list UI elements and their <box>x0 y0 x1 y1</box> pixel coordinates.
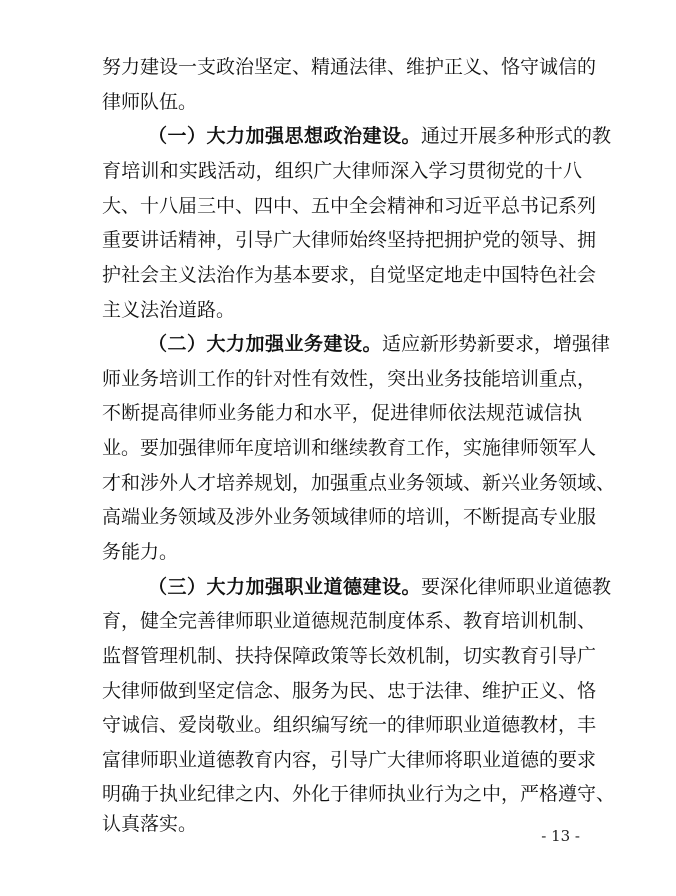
section-1-line-6: 主义法治道路。 <box>102 299 236 321</box>
section-1-line-3: 大、十八届三中、四中、五中全会精神和习近平总书记系列 <box>102 195 597 217</box>
section-2-line-2: 师业务培训工作的针对性有效性，突出业务技能培训重点， <box>102 368 597 390</box>
section-2-line-1: 适应新形势新要求，增强律 <box>382 333 611 355</box>
section-2-line-5: 才和涉外人才培养规划，加强重点业务领域、新兴业务领域、 <box>102 472 616 494</box>
section-1-line-1: 通过开展多种形式的教 <box>421 125 612 147</box>
section-2-line-4: 业。要加强律师年度培训和继续教育工作，实施律师领军人 <box>102 437 597 459</box>
section-1-line-2: 育培训和实践活动，组织广大律师深入学习贯彻党的十八 <box>102 160 582 182</box>
section-3-line-5: 守诚信、爱岗敬业。组织编写统一的律师职业道德教材，丰 <box>102 714 597 736</box>
section-2-first-line <box>148 332 611 356</box>
section-1-line-4: 重要讲话精神，引导广大律师始终坚持把拥护党的领导、拥 <box>102 229 597 251</box>
section-3-heading: （三）大力加强职业道德建设。 <box>148 576 422 598</box>
section-2-line-3: 不断提高律师业务能力和水平，促进律师依法规范诚信执 <box>102 402 582 424</box>
section-3-line-6: 富律师职业道德教育内容，引导广大律师将职业道德的要求 <box>102 749 597 771</box>
page-number: - 13 - <box>541 827 580 845</box>
section-3-line-8: 认真落实。 <box>102 813 198 835</box>
section-2-line-7: 务能力。 <box>102 541 179 563</box>
section-3-line-4: 大律师做到坚定信念、服务为民、忠于法律、维护正义、恪 <box>102 680 597 702</box>
section-1-first-line <box>148 124 612 148</box>
section-2-line-6: 高端业务领域及涉外业务领域律师的培训，不断提高专业服 <box>102 506 597 528</box>
section-2-heading: （二）大力加强业务建设。 <box>148 333 383 355</box>
section-3-first-line <box>148 575 612 599</box>
section-3-line-2: 育，健全完善律师职业道德规范制度体系、教育培训机制、 <box>102 610 597 632</box>
section-1-line-5: 护社会主义法治作为基本要求，自觉坚定地走中国特色社会 <box>102 264 597 286</box>
intro-line-2: 律师队伍。 <box>102 91 198 113</box>
section-3-line-1: 要深化律师职业道德教 <box>421 576 612 598</box>
intro-line-1: 努力建设一支政治坚定、精通法律、维护正义、恪守诚信的 <box>102 56 597 78</box>
section-3-line-3: 监督管理机制、扶持保障政策等长效机制，切实教育引导广 <box>102 645 597 667</box>
section-1-heading: （一）大力加强思想政治建设。 <box>148 125 422 147</box>
section-3-line-7: 明确于执业纪律之内、外化于律师执业行为之中，严格遵守、 <box>102 783 616 805</box>
